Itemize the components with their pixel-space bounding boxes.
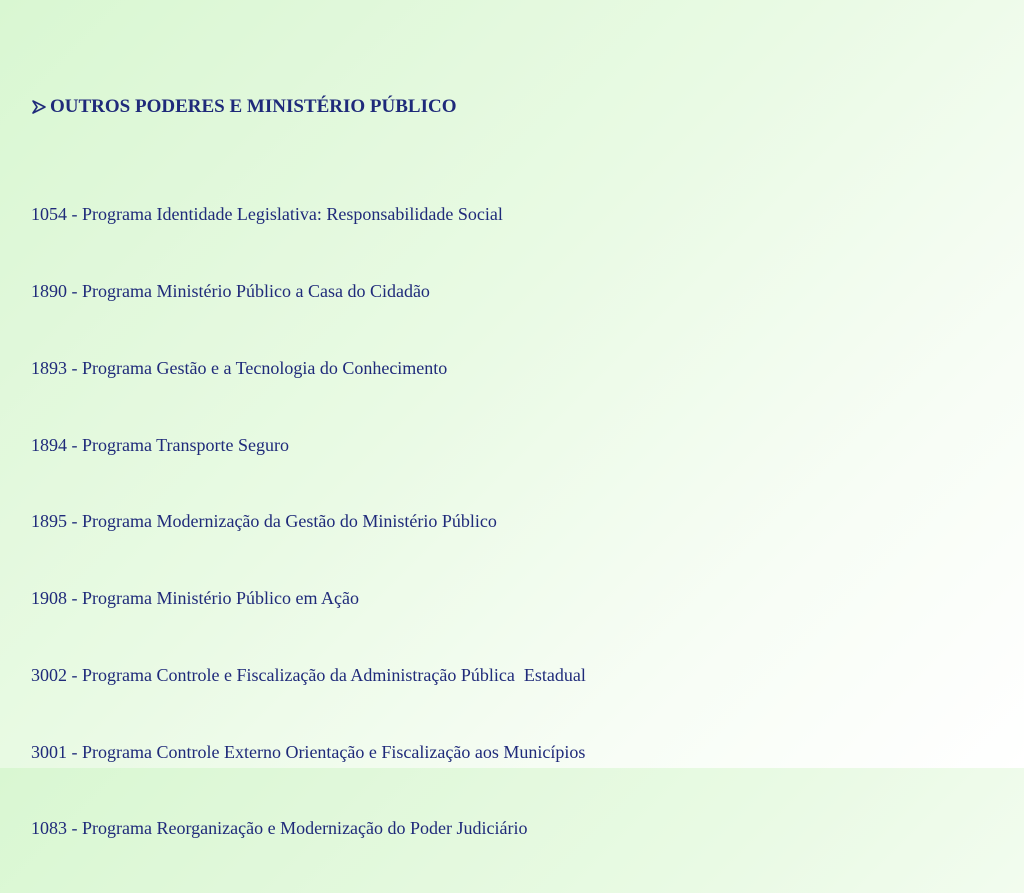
list-item: 1083 - Programa Reorganização e Modernização do Poder Judiciário xyxy=(31,818,528,839)
list-item: 1890 - Programa Ministério Público a Casa do Cidadão xyxy=(31,280,430,301)
arrow-bullet-icon xyxy=(31,99,47,115)
list-item: 1893 - Programa Gestão e a Tecnologia do Conhecimento xyxy=(31,357,448,378)
list-item: 1894 - Programa Transporte Seguro xyxy=(31,434,289,455)
list-item: 3001 - Programa Controle Externo Orientação e Fiscalização aos Municípios xyxy=(31,741,586,762)
section-heading xyxy=(31,96,456,118)
program-list xyxy=(31,151,586,893)
list-item: 1908 - Programa Ministério Público em Ação xyxy=(31,588,359,609)
list-item: 3002 - Programa Controle e Fiscalização da Administração Pública Estadual xyxy=(31,664,586,685)
list-item: 1054 - Programa Identidade Legislativa: Responsabilidade Social xyxy=(31,204,503,225)
list-item: 1895 - Programa Modernização da Gestão do Ministério Público xyxy=(31,511,497,532)
section-title: OUTROS PODERES E MINISTÉRIO PÚBLICO xyxy=(50,96,457,117)
